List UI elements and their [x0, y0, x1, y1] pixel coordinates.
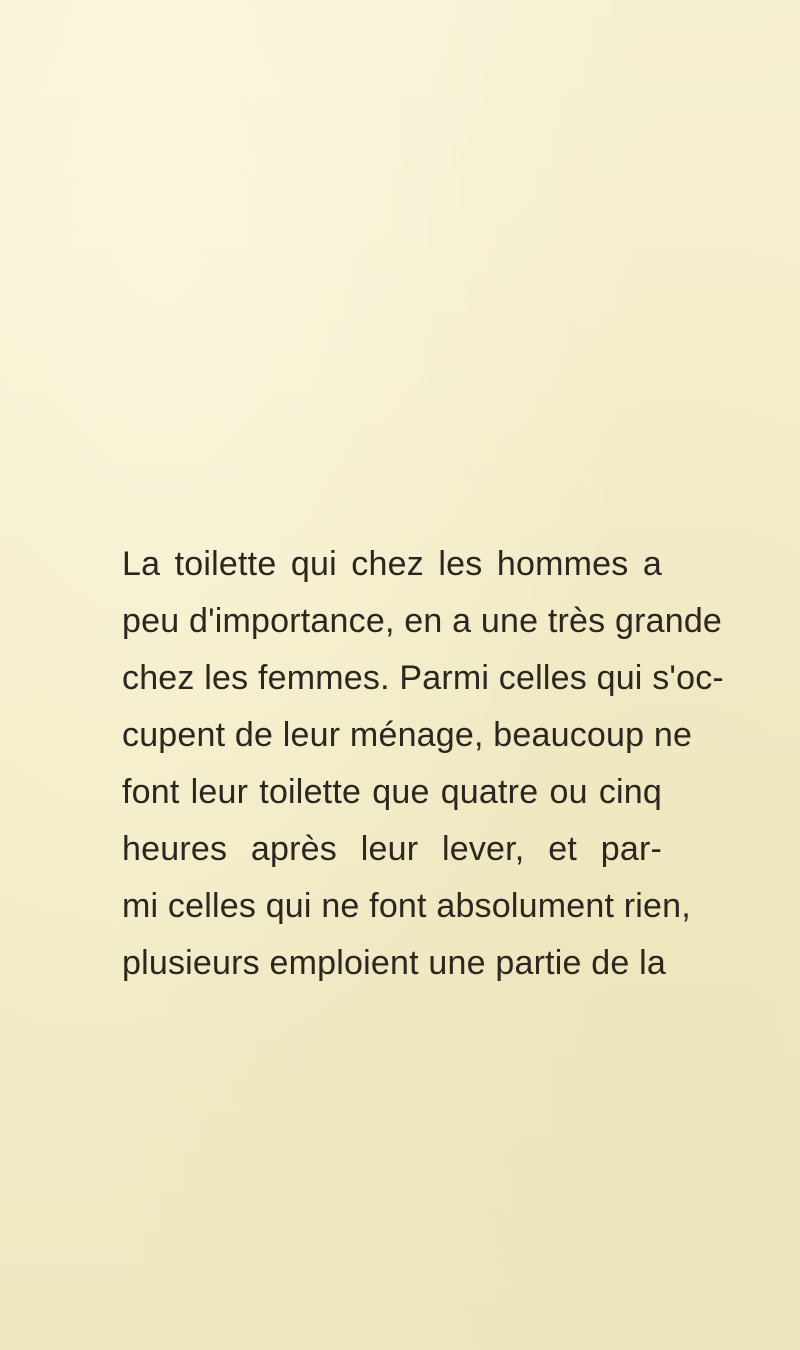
paragraph — [122, 536, 724, 992]
paragraph-line: La toilette qui chez les hommes a — [122, 545, 662, 583]
paragraph-line: peu d'importance, en a une très grande — [122, 602, 723, 640]
paragraph-line: font leur toilette que quatre ou cinq — [122, 773, 662, 811]
paragraph-line: heures après leur lever, et par- — [122, 830, 662, 868]
paragraph-line: cupent de leur ménage, beaucoup ne — [122, 716, 693, 754]
paragraph-line: plusieurs emploient une partie de la — [122, 944, 666, 982]
show-through-text — [60, 215, 760, 500]
paragraph-line: mi celles qui ne font absolument rien, — [122, 887, 691, 925]
paragraph-line: chez les femmes. Parmi celles qui s'oc- — [122, 659, 724, 697]
